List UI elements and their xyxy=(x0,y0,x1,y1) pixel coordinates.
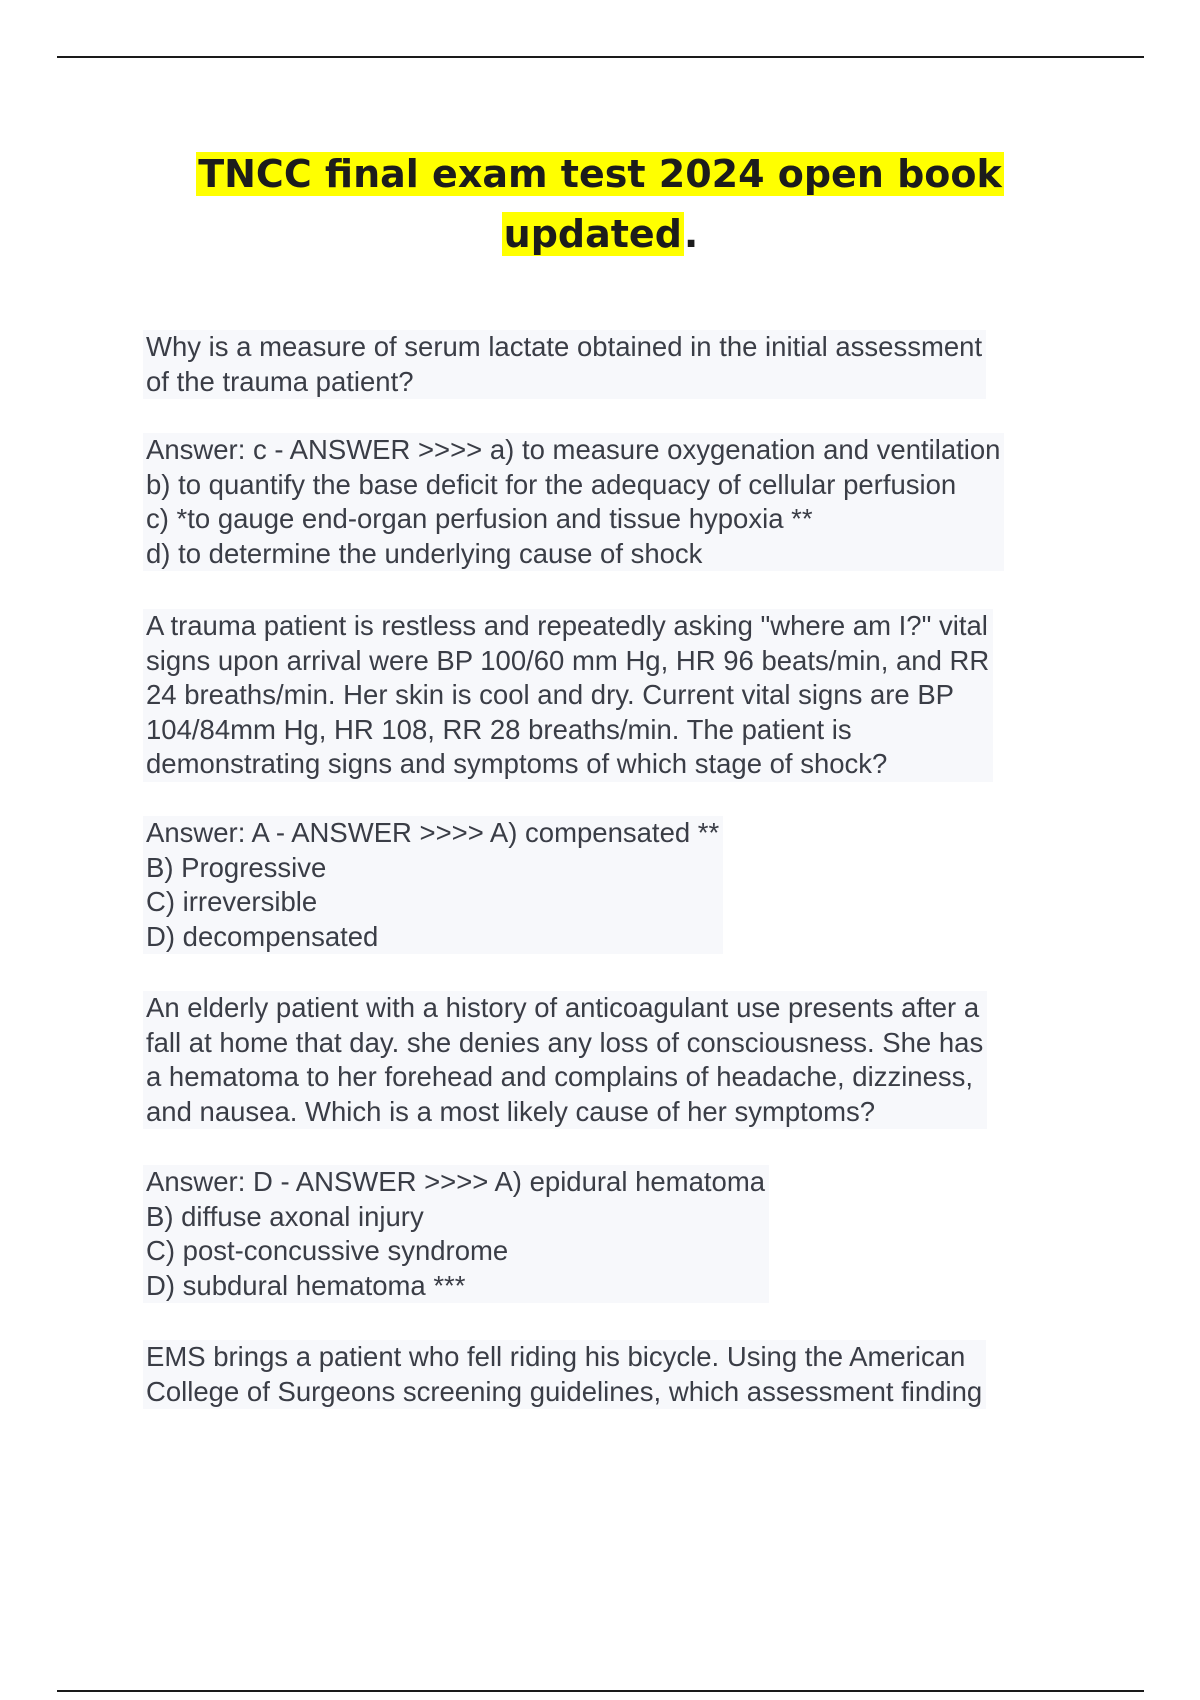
question-line: Why is a measure of serum lactate obtained in the initial assessment xyxy=(146,331,983,362)
header-rule xyxy=(57,56,1144,58)
question-line: of the trauma patient? xyxy=(146,365,414,397)
answer-line: Answer: c - ANSWER >>>> a) to measure oxygenation and ventilation xyxy=(146,434,1001,465)
question-1 xyxy=(143,330,986,399)
answer-3 xyxy=(143,1165,769,1303)
answer-option: C) irreversible xyxy=(146,886,318,917)
question-4 xyxy=(143,1340,986,1409)
title-highlight-line1 xyxy=(196,152,1004,196)
answer-line: Answer: A - ANSWER >>>> A) compensated ** xyxy=(146,817,720,848)
question-line: and nausea. Which is a most likely cause of her symptoms? xyxy=(146,1095,876,1127)
question-line: College of Surgeons screening guidelines, which assessment finding xyxy=(146,1375,983,1407)
footer-rule xyxy=(57,1690,1144,1692)
question-line: fall at home that day. she denies any loss of consciousness. She has xyxy=(146,1026,984,1058)
question-2 xyxy=(143,609,993,782)
question-line: An elderly patient with a history of anticoagulant use presents after a xyxy=(146,992,980,1023)
question-line: EMS brings a patient who fell riding his bicycle. Using the American xyxy=(146,1341,966,1372)
title-line-1: TNCC final exam test 2024 open book xyxy=(198,152,1002,196)
answer-option: b) to quantify the base deficit for the adequacy of cellular perfusion xyxy=(146,468,957,500)
answer-line: Answer: D - ANSWER >>>> A) epidural hematoma xyxy=(146,1166,766,1197)
title-period: . xyxy=(683,212,699,256)
answer-2 xyxy=(143,816,723,954)
answer-option: D) decompensated xyxy=(146,920,379,952)
question-line: signs upon arrival were BP 100/60 mm Hg, HR 96 beats/min, and RR xyxy=(146,644,990,676)
title-highlight-line2 xyxy=(502,212,684,256)
question-line: demonstrating signs and symptoms of which stage of shock? xyxy=(146,748,888,779)
question-line: 104/84mm Hg, HR 108, RR 28 breaths/min. The patient is xyxy=(146,713,852,745)
answer-option: B) diffuse axonal injury xyxy=(146,1200,424,1232)
answer-option: c) *to gauge end-organ perfusion and tissue hypoxia ** xyxy=(146,503,813,534)
question-3 xyxy=(143,991,987,1129)
answer-option: C) post-concussive syndrome xyxy=(146,1235,509,1266)
question-line: 24 breaths/min. Her skin is cool and dry. Current vital signs are BP xyxy=(146,679,955,710)
title-line-2: updated xyxy=(503,212,682,256)
page-title xyxy=(0,144,1200,264)
question-line: A trauma patient is restless and repeatedly asking "where am I?" vital xyxy=(146,610,988,641)
answer-option: B) Progressive xyxy=(146,851,327,883)
question-line: a hematoma to her forehead and complains of headache, dizziness, xyxy=(146,1061,974,1092)
answer-1 xyxy=(143,433,1004,571)
answer-option: D) subdural hematoma *** xyxy=(146,1269,466,1301)
answer-option: d) to determine the underlying cause of shock xyxy=(146,537,703,569)
